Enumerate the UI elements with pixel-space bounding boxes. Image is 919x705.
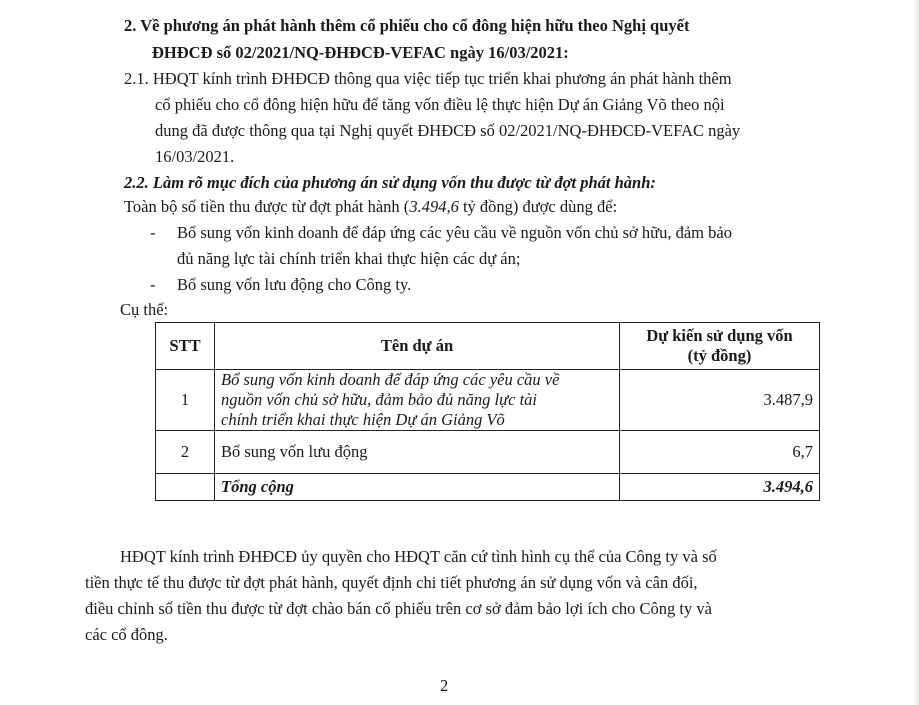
table-row [156, 370, 820, 431]
bullet-2-text: Bổ sung vốn lưu động cho Công ty. [177, 275, 412, 294]
closing-line1: HĐQT kính trình ĐHĐCĐ ủy quyền cho HĐQT căn cứ tình hình cụ thể của Công ty và số [120, 547, 717, 566]
closing-line4: các cổ đông. [85, 625, 168, 644]
header-expected-capital [620, 323, 820, 370]
bullet-2-mark: - [150, 275, 156, 294]
total-stt-empty [156, 474, 215, 501]
closing-line2: tiền thực tế thu được từ đợt phát hành, quyết định chi tiết phương án sử dụng vốn và cân đối, [85, 573, 698, 592]
table-row [156, 431, 820, 474]
row-1-name-line3: chính triển khai thực hiện Dự án Giảng Võ [221, 410, 505, 429]
item-2-1-line3: dung đã được thông qua tại Nghị quyết ĐHĐCĐ số 02/2021/NQ-ĐHĐCĐ-VEFAC ngày [155, 121, 741, 140]
item-2-1-line1: 2.1. HĐQT kính trình ĐHĐCĐ thông qua việc tiếp tục triển khai phương án phát hành thêm [124, 69, 732, 88]
row-1-name [215, 370, 620, 431]
closing-line3: điều chỉnh số tiền thu được từ đợt chào bán cổ phiếu trên cơ sở đảm bảo lợi ích cho Công ty và [85, 599, 712, 618]
page-edge-shadow [913, 0, 919, 705]
row-1-name-line1: Bổ sung vốn kinh doanh để đáp ứng các yêu cầu về [221, 370, 560, 389]
bullet-1-mark: - [150, 223, 156, 242]
header-project-name: Tên dự án [215, 323, 620, 370]
total-value: 3.494,6 [620, 474, 820, 501]
specific-label: Cụ thể: [120, 300, 169, 319]
item-2-2-heading: 2.2. Làm rõ mục đích của phương án sử dụng vốn thu được từ đợt phát hành: [124, 173, 656, 192]
intro-amount: 3.494,6 [409, 197, 459, 216]
page-number: 2 [440, 676, 449, 695]
row-1-name-line2: nguồn vốn chủ sở hữu, đảm bảo đủ năng lực tài [221, 390, 537, 409]
row-2-name: Bổ sung vốn lưu động [215, 431, 620, 474]
fund-usage-table [155, 322, 820, 501]
header-expected-capital-line2: (tỷ đồng) [687, 346, 752, 365]
bullet-1-line2: đủ năng lực tài chính triển khai thực hiện các dự án; [177, 249, 521, 268]
header-stt: STT [156, 323, 215, 370]
row-2-stt: 2 [156, 431, 215, 474]
row-1-value: 3.487,9 [620, 370, 820, 431]
bullet-1-line1: Bổ sung vốn kinh doanh để đáp ứng các yêu cầu về nguồn vốn chủ sở hữu, đảm bảo [177, 223, 732, 242]
intro-text-after: tỷ đồng) được dùng để: [458, 197, 618, 216]
table-total-row [156, 474, 820, 501]
row-2-value: 6,7 [620, 431, 820, 474]
section-2-heading-line1: 2. Về phương án phát hành thêm cổ phiếu cho cổ đông hiện hữu theo Nghị quyết [124, 16, 690, 35]
section-2-heading-line2: ĐHĐCĐ số 02/2021/NQ-ĐHĐCĐ-VEFAC ngày 16/03/2021: [152, 43, 569, 62]
item-2-2-intro [124, 197, 617, 217]
intro-text-before: Toàn bộ số tiền thu được từ đợt phát hành ( [124, 197, 410, 216]
table-header-row [156, 323, 820, 370]
header-expected-capital-line1: Dự kiến sử dụng vốn [646, 326, 793, 345]
total-label: Tổng cộng [215, 474, 620, 501]
item-2-1-line4: 16/03/2021. [155, 147, 235, 166]
row-1-stt: 1 [156, 370, 215, 431]
item-2-1-line2: cổ phiếu cho cổ đông hiện hữu để tăng vốn điều lệ thực hiện Dự án Giảng Võ theo nội [155, 95, 725, 114]
